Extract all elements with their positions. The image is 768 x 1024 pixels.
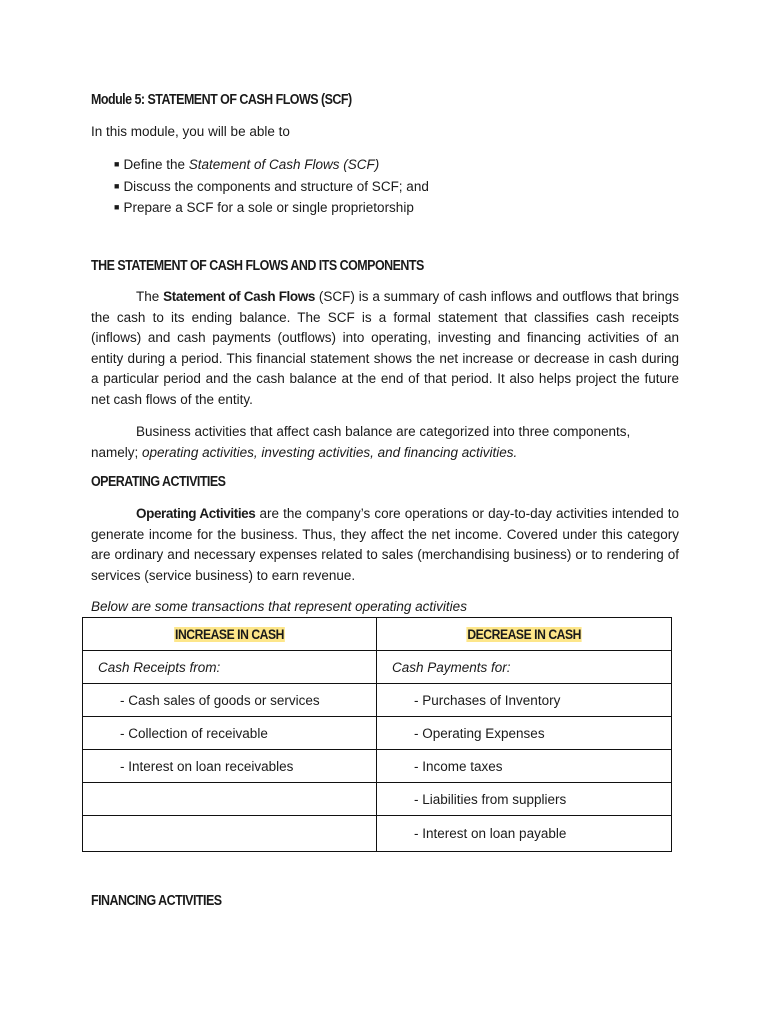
objective-item: ■ Prepare a SCF for a sole or single proprietorship [114,200,414,215]
components-list: operating activities, investing activities, and financing activities. [142,444,518,460]
objective-emphasis: Statement of Cash Flows (SCF) [188,157,380,172]
operating-activities-table [82,617,672,852]
components-line-1: Business activities that affect cash balance are categorized into three components, [136,424,631,439]
scf-definition-paragraph [91,287,679,411]
table-cell: - Liabilities from suppliers [377,783,672,816]
table-row [83,651,672,684]
table-row [83,684,672,717]
table-cell: - Collection of receivable [83,717,377,750]
section-heading: THE STATEMENT OF CASH FLOWS AND ITS COMPONENTS [91,258,424,274]
table-cell: - Income taxes [377,750,672,783]
components-paragraph [91,422,630,464]
objective-item: ■ Define the Statement of Cash Flows (SCF) [114,157,380,172]
header-cell [377,618,672,651]
payments-label: Cash Payments for: [377,651,672,684]
module-title: Module 5: STATEMENT OF CASH FLOWS (SCF) [91,92,352,108]
operating-heading: OPERATING ACTIVITIES [91,474,226,490]
objective-text: Define the [123,157,189,172]
table-cell: - Cash sales of goods or services [83,684,377,717]
components-lead: namely; [91,444,143,460]
table-row [83,816,672,852]
header-cell [83,618,377,651]
objectives-list [114,154,429,219]
objective-item: ■ Discuss the components and structure of SCF; and [114,178,429,194]
increase-header: INCREASE IN CASH [175,626,284,642]
operating-paragraph [91,504,679,586]
components-line [91,422,630,443]
table-cell: - Interest on loan receivables [83,750,377,783]
table-header-row [83,618,672,651]
components-line [91,443,630,464]
receipts-label: Cash Receipts from: [83,651,377,684]
defined-term: Statement of Cash Flows [163,289,315,304]
paragraph-body: (SCF) is a summary of cash inflows and outflows that brings the cash to its ending balance. The SCF is a formal statement that classifies cash receipts (inflows) and cash payments (outflows) into operating, investing and financing activities of an entity during a period. This financial statement shows the net increase or decrease in cash during a particular period and the cash balance at the end of that period. It also helps project the future net cash flows of the entity. [91,289,679,407]
objective-text: Prepare a SCF for a sole or single proprietorship [123,200,414,215]
paragraph-body: are the company’s core operations or day-to-day activities intended to generate income for the business. Thus, they affect the net income. Covered under this category are ordinary and necessary expenses related to sales (merchandising business) or to rendering of services (service business) to earn revenue. [91,506,680,583]
financing-heading: FINANCING ACTIVITIES [91,893,222,909]
table-row [83,717,672,750]
table-cell: - Operating Expenses [377,717,672,750]
table-row [83,750,672,783]
objective-text: Discuss the components and structure of SCF; and [123,178,429,194]
table-cell [83,816,377,852]
table-row [83,783,672,816]
table-cell [83,783,377,816]
table-cell: - Interest on loan payable [377,816,672,852]
intro-text: In this module, you will be able to [91,124,290,139]
table-cell: - Purchases of Inventory [377,684,672,717]
defined-term: Operating Activities [136,506,256,521]
decrease-header: DECREASE IN CASH [467,626,581,642]
table-caption: Below are some transactions that represent operating activities [91,599,467,614]
paragraph-lead: The [136,289,164,304]
